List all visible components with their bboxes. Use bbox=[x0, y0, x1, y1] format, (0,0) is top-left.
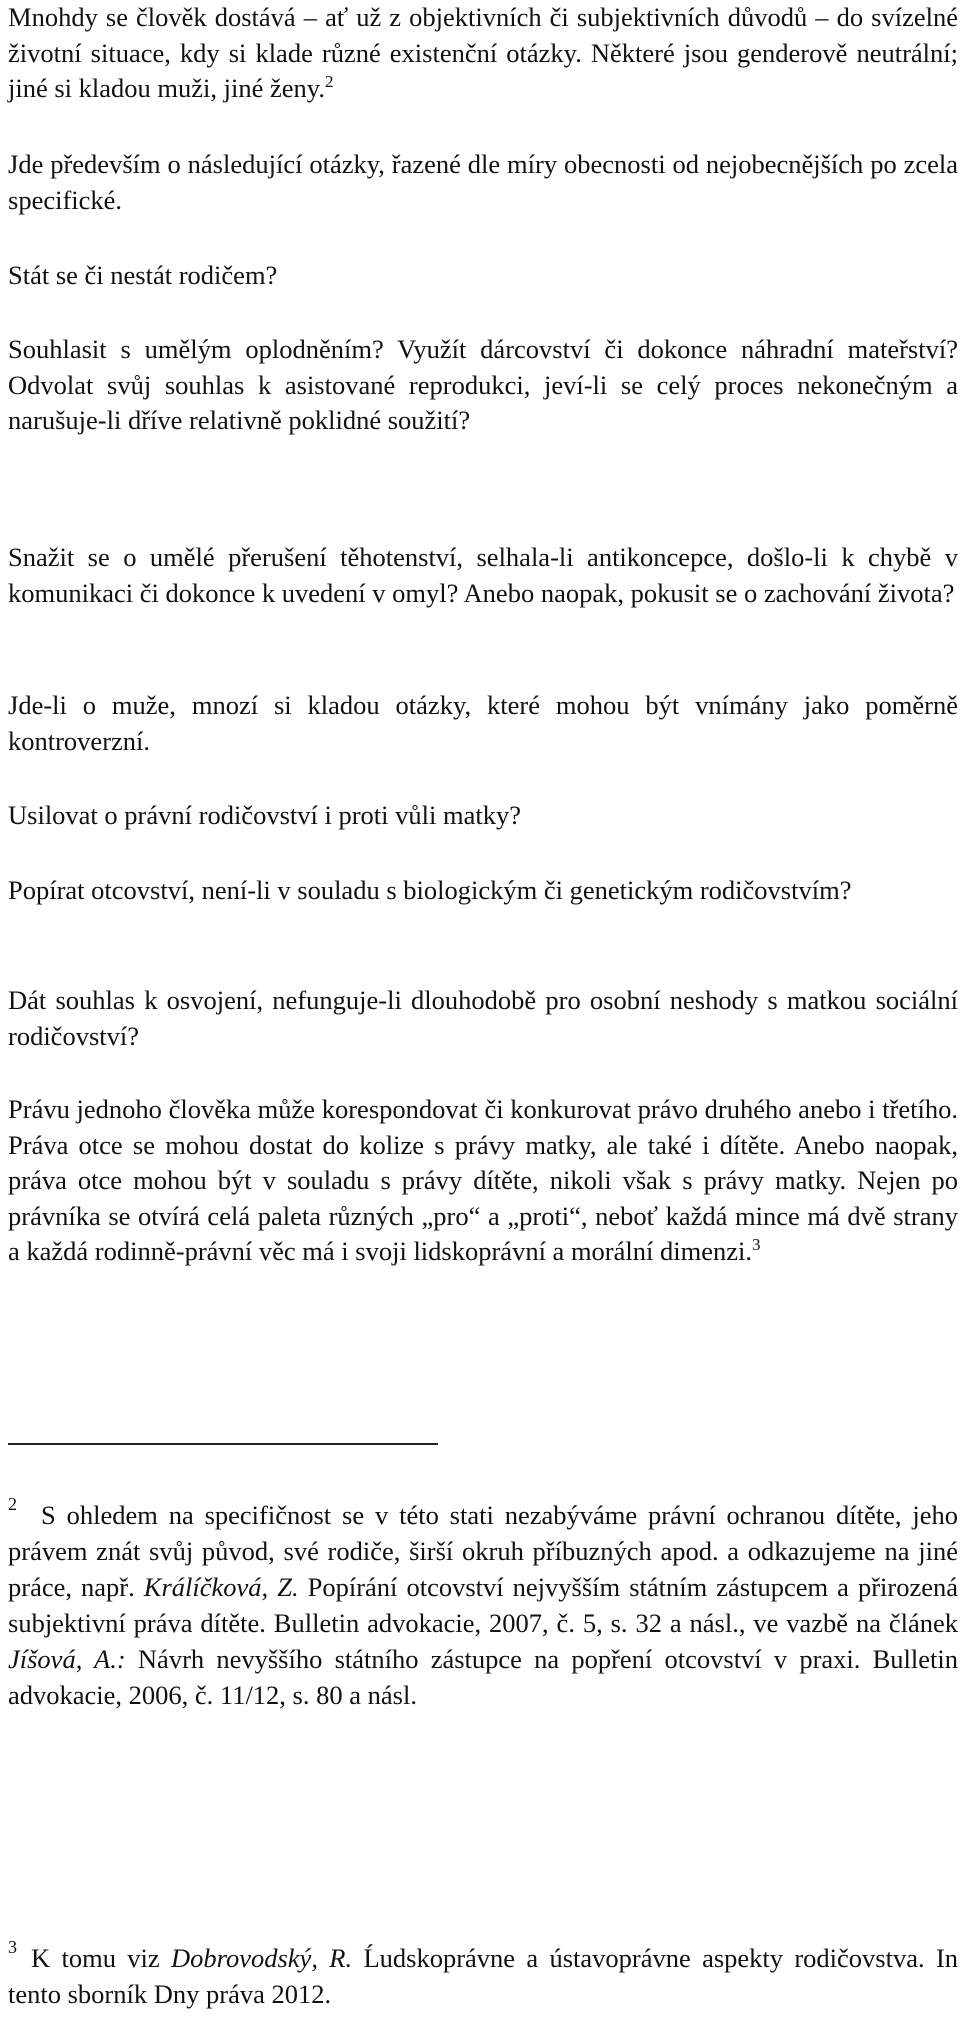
footnote-2-author-1: Králíčková, Z. bbox=[143, 1572, 299, 1602]
footnote-2-text-3: Návrh nevyššího státního zástupce na popření otcovství v praxi. Bulletin advokacie, 2006, č. 11/12, s. 80 a násl. bbox=[8, 1644, 959, 1710]
paragraph-rights-conflict bbox=[8, 1092, 958, 1270]
paragraph-men-questions: Jde-li o muže, mnozí si kladou otázky, které mohou být vnímány jako poměrně kontroverzní. bbox=[8, 690, 958, 756]
paragraph-question-artificial-insemination: Souhlasit s umělým oplodněním? Využít dárcovství či dokonce náhradní mateřství? Odvolat svůj souhlas k asistované reprodukci, jeví-li se celý proces nekonečným a narušuje-li dříve relativně poklidné soužití? bbox=[8, 334, 958, 435]
footnote-3-author: Dobrovodský, R. bbox=[171, 1943, 353, 1973]
paragraph-question-adoption: Dát souhlas k osvojení, nefunguje-li dlouhodobě pro osobní neshody s matkou sociální rodičovství? bbox=[8, 985, 958, 1051]
footnote-ref-2: 2 bbox=[324, 72, 334, 92]
footnote-2-author-2: Jíšová, A.: bbox=[8, 1644, 126, 1674]
footnote-3-mark: 3 bbox=[8, 1937, 17, 1957]
paragraph-intro bbox=[8, 0, 958, 107]
paragraph-intro-text: Mnohdy se člověk dostává – ať už z objektivních či subjektivních důvodů – do svízelné životní situace, kdy si klade různé existenční otázky. Některé jsou genderově neutrální; jiné si kladou muži, jiné ženy. bbox=[8, 2, 958, 103]
footnote-3-text-2: Ĺudskoprávne a ústavoprávne aspekty rodičovstva. In tento sborník Dny práva 2012. bbox=[8, 1943, 959, 2009]
footnote-2 bbox=[8, 1494, 959, 1713]
paragraph-rights-conflict-text: Právu jednoho člověka může korespondovat či konkurovat právo druhého anebo i třetího. Práva otce se mohou dostat do kolize s právy matky, ale také i dítěte. Anebo naopak, práva otce mohou být v souladu s právy dítěte, nikoli však s právy matky. Nejen po právníka se otvírá celá paleta různých „pro“ a „proti“, neboť každá mince má dvě strany a každá rodinně-právní věc má i svoji lidskoprávní a morální dimenzi. bbox=[8, 1094, 958, 1266]
footnote-2-text-1: S ohledem na specifičnost se v této stati nezabýváme právní ochranou dítěte, jeho právem znát svůj původ, své rodiče, širší okruh příbuzných apod. a odkazujeme na jiné práce, např. bbox=[8, 1500, 958, 1602]
paragraph-question-legal-parenthood: Usilovat o právní rodičovství i proti vůli matky? bbox=[8, 800, 521, 830]
paragraph-question-pregnancy: Snažit se o umělé přerušení těhotenství, selhala-li antikoncepce, došlo-li k chybě v komunikaci či dokonce k uvedení v omyl? Anebo naopak, pokusit se o zachování života? bbox=[8, 542, 958, 608]
footnote-2-mark: 2 bbox=[8, 1494, 17, 1514]
footnote-3 bbox=[8, 1937, 959, 2012]
paragraph-questions-order: Jde především o následující otázky, řazené dle míry obecnosti od nejobecnějších po zcela specifické. bbox=[8, 149, 958, 215]
footnote-ref-3: 3 bbox=[751, 1235, 761, 1255]
paragraph-question-parent: Stát se či nestát rodičem? bbox=[8, 260, 278, 290]
footnote-2-text-2: Popírání otcovství nejvyšším státním zástupcem a přirozená subjektivní práva dítěte. Bulletin advokacie, 2007, č. 5, s. 32 a násl., ve vazbě na článek bbox=[8, 1572, 958, 1638]
paragraph-question-paternity: Popírat otcovství, není-li v souladu s biologickým či genetickým rodičovstvím? bbox=[8, 875, 852, 905]
footnote-3-text-1: K tomu viz bbox=[31, 1943, 160, 1973]
footnote-separator bbox=[8, 1443, 438, 1445]
